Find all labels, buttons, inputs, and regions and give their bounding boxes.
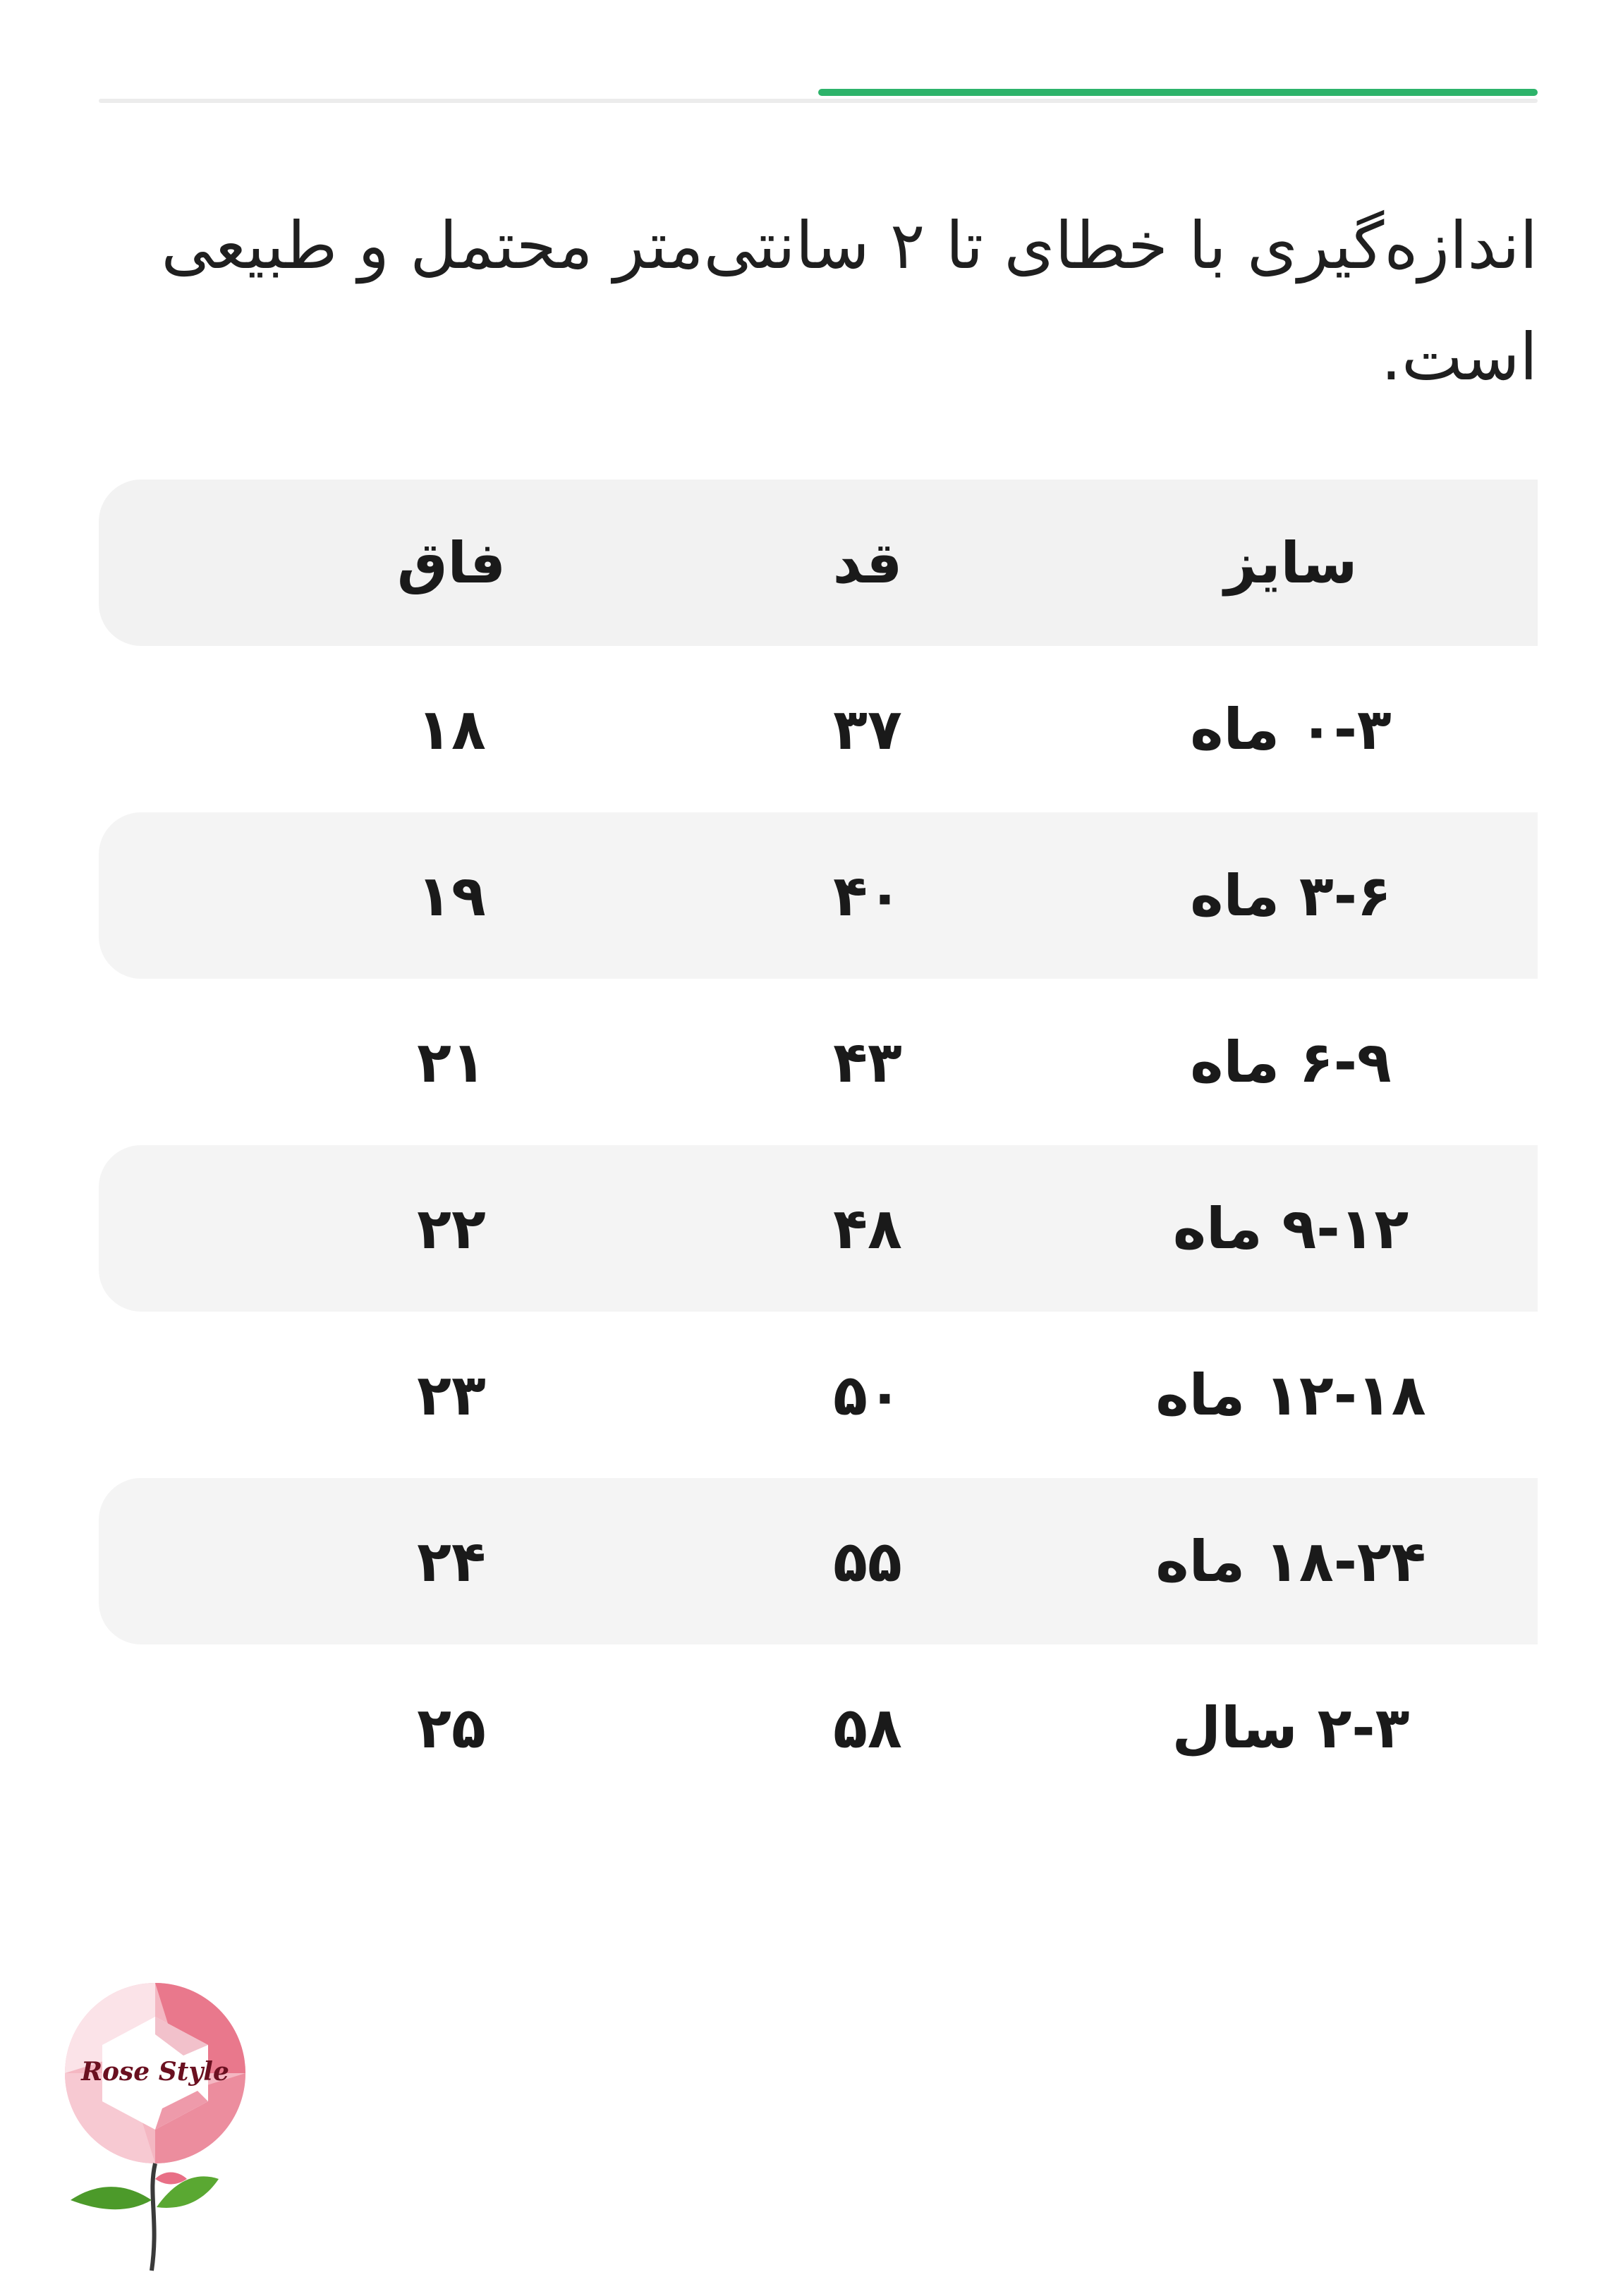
- cell-fagh: ۲۴: [417, 1528, 486, 1594]
- table-row: [99, 1145, 1538, 1312]
- cell-height: ۴۸: [833, 1195, 902, 1262]
- tab-track: [99, 99, 1538, 103]
- cell-fagh: ۲۲: [417, 1195, 486, 1262]
- cell-size: ۰-۳ ماه: [1190, 696, 1392, 762]
- cell-fagh: ۲۳: [417, 1362, 486, 1428]
- cell-height: ۵۵: [833, 1528, 902, 1594]
- table-row: [99, 812, 1538, 979]
- svg-text:Rose Style: Rose Style: [81, 2057, 229, 2087]
- rose-style-logo: [42, 1967, 268, 2278]
- cell-size: ۳-۶ ماه: [1190, 862, 1392, 929]
- cell-size: ۶-۹ ماه: [1190, 1029, 1392, 1095]
- cell-height: ۵۰: [833, 1362, 902, 1428]
- cell-height: ۴۰: [833, 862, 902, 929]
- header-height: قد: [832, 530, 903, 596]
- header-fagh: فاق: [397, 530, 506, 596]
- table-row: [99, 1312, 1538, 1478]
- cell-height: ۵۸: [833, 1694, 902, 1761]
- cell-fagh: ۱۸: [417, 696, 486, 762]
- cell-size: ۲-۳ سال: [1172, 1694, 1410, 1761]
- header-size: سایز: [1224, 530, 1358, 596]
- table-row: [99, 1478, 1538, 1644]
- cell-fagh: ۲۵: [417, 1694, 486, 1761]
- cell-size: ۹-۱۲ ماه: [1172, 1195, 1409, 1262]
- table-header-row: [99, 480, 1538, 646]
- cell-fagh: ۱۹: [417, 862, 486, 929]
- cell-size: ۱۲-۱۸ ماه: [1155, 1362, 1426, 1428]
- table-row: [99, 1644, 1538, 1811]
- table-row: [99, 979, 1538, 1145]
- measurement-note: اندازه‌گیری با خطای تا ۲ سانتی‌متر محتمل و طبیعی است.: [161, 208, 1538, 395]
- cell-fagh: ۲۱: [417, 1029, 486, 1095]
- rose-logo-icon: [42, 1967, 268, 2278]
- size-table: [99, 480, 1538, 1811]
- cell-size: ۱۸-۲۴ ماه: [1155, 1528, 1426, 1594]
- tab-active-indicator: [818, 89, 1538, 96]
- cell-height: ۳۷: [833, 696, 902, 762]
- cell-height: ۴۳: [833, 1029, 902, 1095]
- table-row: [99, 646, 1538, 812]
